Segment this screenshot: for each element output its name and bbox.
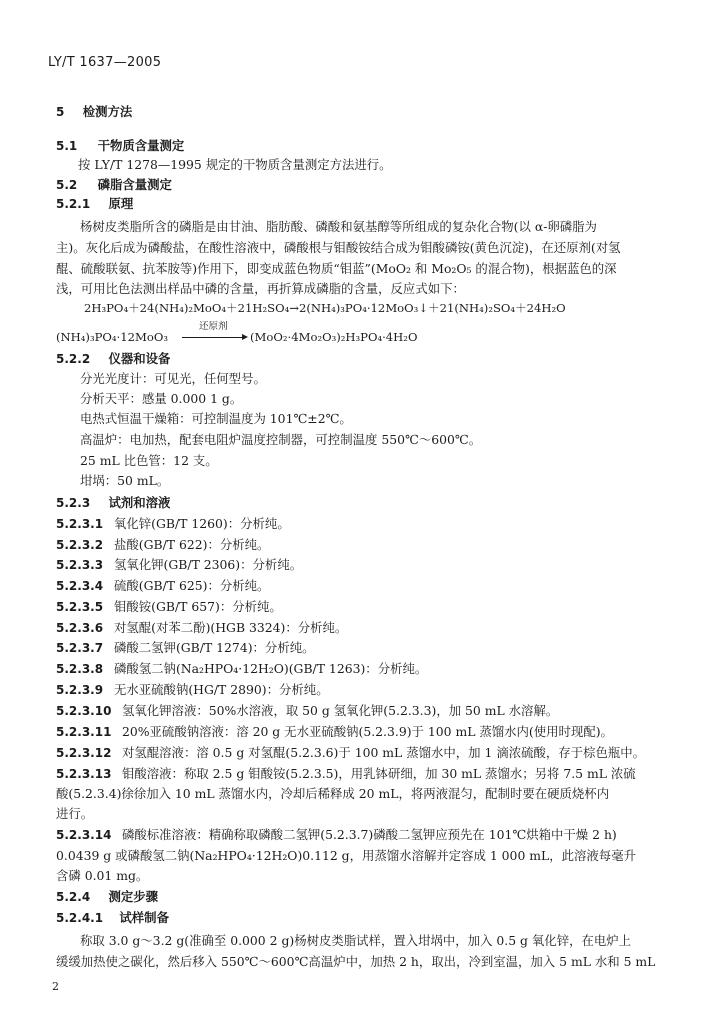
reagent-text: 钼酸铵(GB/T 657)：分析纯。	[114, 599, 282, 614]
reagent-item	[56, 661, 427, 677]
section-title: 检测方法	[82, 104, 133, 119]
subsection-title: 试剂和溶液	[108, 495, 171, 510]
chemical-equation-2-right: (MoO₂·4Mo₂O₃)₂H₃PO₄·4H₂O	[250, 330, 418, 344]
subsection-heading-5-2	[56, 177, 172, 193]
reagent-text-continuation: 0.0439 g 或磷酸氢二钠(Na₂HPO₄·12H₂O)0.112 g，用蒸馏水溶解并定容成 1 000 mL，此溶液每毫升	[56, 848, 636, 863]
equipment-item: 坩埚：50 mL。	[80, 473, 170, 488]
chemical-equation-1: 2H₃PO₄＋24(NH₄)₂MoO₄＋21H₂SO₄→2(NH₄)₃PO₄·12MoO₃↓＋21(NH₄)₂SO₄＋24H₂O	[84, 301, 566, 315]
reagent-item	[56, 578, 269, 594]
reagent-text: 氢氧化钾(GB/T 2306)：分析纯。	[114, 557, 303, 572]
reagent-text: 无水亚硫酸钠(HG/T 2890)：分析纯。	[114, 682, 329, 697]
reagent-item	[56, 703, 672, 719]
subsection-heading-5-2-4-1	[56, 910, 169, 926]
subsection-number: 5.1	[56, 139, 78, 153]
reagent-text: 氧化锌(GB/T 1260)：分析纯。	[114, 516, 290, 531]
equipment-item: 分光光度计：可见光，任何型号。	[80, 371, 266, 386]
section-heading	[56, 104, 132, 120]
subsection-heading-5-2-1	[56, 196, 133, 212]
reagent-text: 对氢醌溶液：溶 0.5 g 对氢醌(5.2.3.6)于 100 mL 蒸馏水中，加 1 滴浓硫酸，存于棕色瓶中。	[122, 745, 646, 760]
reagent-item	[56, 599, 282, 615]
reagent-number: 5.2.3.9	[56, 683, 104, 697]
reagent-item	[56, 827, 672, 843]
reagent-number: 5.2.3.5	[56, 600, 104, 614]
reagent-item	[56, 745, 672, 761]
reaction-arrow-head	[242, 334, 248, 340]
reagent-text-continuation: 酸(5.2.3.4)徐徐加入 10 mL 蒸馏水内，冷却后稀释成 20 mL，将两液混匀，配制时要在硬质烧杯内	[56, 786, 610, 801]
subsection-title: 磷脂含量测定	[97, 177, 172, 192]
reagent-item	[56, 640, 315, 656]
reagent-text-continuation: 进行。	[56, 806, 94, 821]
reagent-number: 5.2.3.10	[56, 704, 112, 718]
reagent-number: 5.2.3.3	[56, 558, 104, 572]
equipment-item: 高温炉：电加热，配套电阻炉温度控制器，可控制温度 550℃～600℃。	[80, 432, 482, 447]
reagent-text: 氢氧化钾溶液：50%水溶液，取 50 g 氢氧化钾(5.2.3.3)，加 50 mL 水溶解。	[122, 703, 559, 718]
paragraph-line: 称取 3.0 g～3.2 g(准确至 0.000 2 g)杨树皮类脂试样，置入坩埚中，加入 0.5 g 氧化锌，在电炉上	[80, 933, 632, 948]
page-number: 2	[52, 980, 59, 993]
subsection-title: 测定步骤	[108, 889, 159, 904]
reagent-item	[56, 766, 672, 782]
section-number: 5	[56, 105, 65, 119]
reagent-text: 硫酸(GB/T 625)：分析纯。	[114, 578, 270, 593]
reagent-item	[56, 682, 329, 698]
subsection-number: 5.2.4	[56, 890, 91, 904]
reagent-number: 5.2.3.6	[56, 621, 104, 635]
subsection-number: 5.2.3	[56, 496, 91, 510]
paragraph: 按 LY/T 1278—1995 规定的干物质含量测定方法进行。	[78, 157, 392, 172]
subsection-number: 5.2.2	[56, 352, 91, 366]
reagent-number: 5.2.3.14	[56, 828, 112, 842]
paragraph-line: 缓缓加热使之碳化，然后移入 550℃～600℃高温炉中，加热 2 h，取出，冷到室温，加入 5 mL 水和 5 mL	[56, 954, 656, 969]
reagent-number: 5.2.3.4	[56, 579, 104, 593]
standard-header: LY/T 1637—2005	[48, 55, 162, 70]
reaction-condition-label: 还原剂	[199, 321, 228, 332]
reagent-text-continuation: 含磷 0.01 mg。	[56, 868, 149, 883]
subsection-title: 干物质含量测定	[97, 138, 185, 153]
subsection-number: 5.2.1	[56, 197, 91, 211]
equipment-item: 25 mL 比色管：12 支。	[80, 453, 218, 468]
subsection-number: 5.2.4.1	[56, 911, 104, 925]
reagent-item	[56, 537, 269, 553]
paragraph-line: 主)。灰化后成为磷酸盐，在酸性溶液中，磷酸根与钼酸铵结合成为钼酸磷铵(黄色沉淀)，在还原剂(对氢	[56, 240, 621, 255]
subsection-heading-5-2-2	[56, 351, 170, 367]
paragraph-line: 醌、硫酸联氨、抗苯胺等)作用下，即变成蓝色物质“钼蓝”(MoO₂ 和 Mo₂O₅ 的混合物)，根据蓝色的深	[56, 261, 617, 276]
reagent-text: 磷酸二氢钾(GB/T 1274)：分析纯。	[114, 640, 315, 655]
reagent-item	[56, 557, 302, 573]
reagent-text: 磷酸氢二钠(Na₂HPO₄·12H₂O)(GB/T 1263)：分析纯。	[114, 661, 428, 676]
reagent-text: 对氢醌(对苯二酚)(HGB 3324)：分析纯。	[114, 620, 348, 635]
equipment-item: 分析天平：感量 0.000 1 g。	[80, 391, 243, 406]
subsection-heading-5-1	[56, 138, 184, 154]
reagent-item	[56, 516, 290, 532]
reagent-number: 5.2.3.12	[56, 746, 112, 760]
subsection-heading-5-2-4	[56, 889, 158, 905]
reagent-text: 盐酸(GB/T 622)：分析纯。	[114, 537, 270, 552]
subsection-title: 试样制备	[119, 910, 169, 925]
reagent-text: 20%亚硫酸钠溶液：溶 20 g 无水亚硫酸钠(5.2.3.9)于 100 mL 蒸馏水内(使用时现配)。	[122, 724, 613, 739]
subsection-title: 原理	[108, 196, 134, 211]
subsection-title: 仪器和设备	[108, 351, 171, 366]
reagent-item	[56, 620, 347, 636]
paragraph-line: 浅，可用比色法测出样品中磷的含量，再折算成磷脂的含量，反应式如下：	[56, 281, 465, 296]
reagent-item	[56, 724, 672, 740]
reaction-arrow	[182, 337, 243, 338]
reagent-number: 5.2.3.11	[56, 725, 112, 739]
chemical-equation-2-left: (NH₄)₃PO₄·12MoO₃	[56, 330, 168, 344]
reagent-number: 5.2.3.2	[56, 538, 104, 552]
reagent-text: 磷酸标准溶液：精确称取磷酸二氢钾(5.2.3.7)磷酸二氢钾应预先在 101℃烘箱中干燥 2 h)	[122, 827, 617, 842]
paragraph-line: 杨树皮类脂所含的磷脂是由甘油、脂肪酸、磷酸和氨基醇等所组成的复杂化合物(以 α-卵磷脂为	[80, 219, 597, 234]
subsection-heading-5-2-3	[56, 495, 170, 511]
reagent-number: 5.2.3.8	[56, 662, 104, 676]
reagent-number: 5.2.3.13	[56, 767, 112, 781]
reagent-number: 5.2.3.7	[56, 641, 104, 655]
equipment-item: 电热式恒温干燥箱：可控制温度为 101℃±2℃。	[80, 411, 352, 426]
reagent-text: 钼酸溶液：称取 2.5 g 钼酸铵(5.2.3.5)，用乳钵研细，加 30 mL 蒸馏水；另将 7.5 mL 浓硫	[122, 766, 636, 781]
subsection-number: 5.2	[56, 178, 78, 192]
reagent-number: 5.2.3.1	[56, 517, 104, 531]
